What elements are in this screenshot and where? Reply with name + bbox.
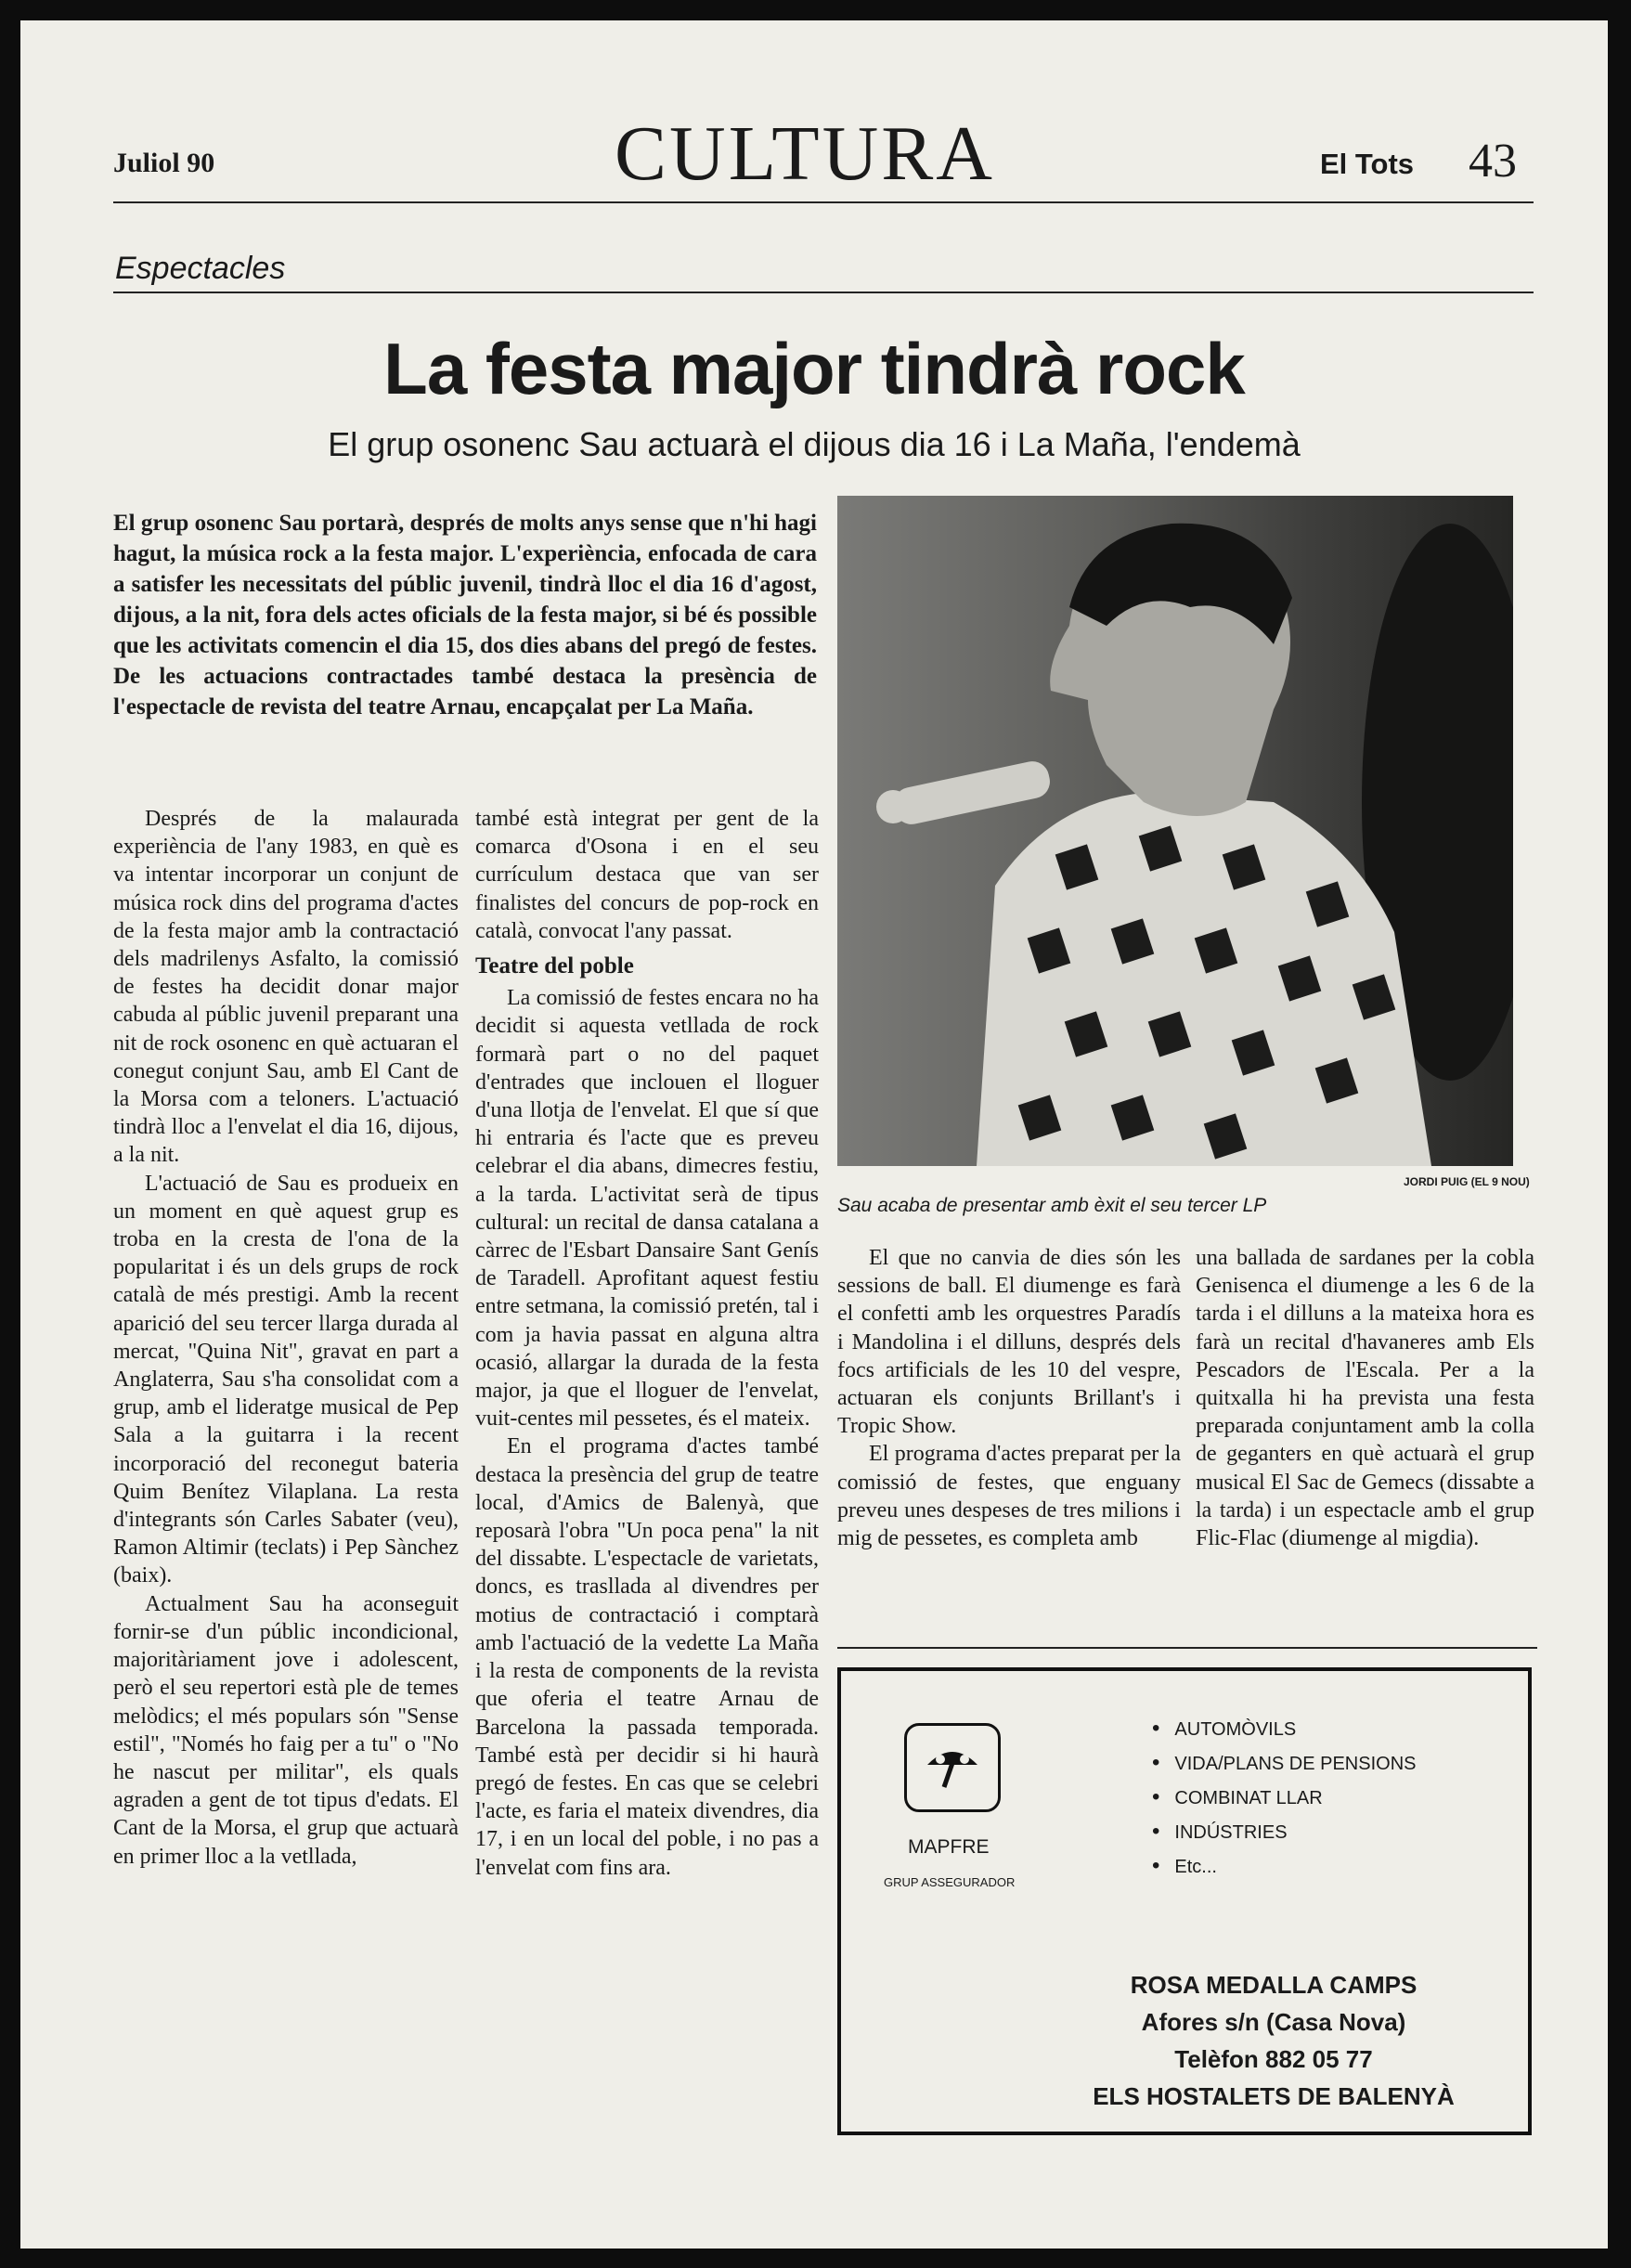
paragraph: En el programa d'actes també destaca la presència del grup de teatre local, d'Amics de Balenyà, que reposarà l'obra "Un poca pena" la nit del dissabte. L'espectacle de varietats, doncs, es trasllada al divendres per motius de contractació i comptarà amb l'actuació de la vedette La Maña i la resta de components de la revista que oferia el teatre Arnau de Barcelona la passada temporada. També està per decidir si hi haurà pregó de festes. En cas que se celebri l'acte, es faria el mateix divendres, dia 17, i en un local del poble, i no pas a l'envelat com fins ara. [475,1434,819,1880]
mapfre-advertisement [837,1667,1532,2135]
page-number: 43 [1469,135,1517,188]
paragraph: El que no canvia de dies són les sessions de ball. El diumenge es farà el confetti amb les orquestres Paradís i Mandolina i el dilluns, després dels focs artificials de les 10 del vespre, actuaran els conjunts Brillant's i Tropic Show. [837,1246,1181,1439]
singer-photo-illustration [837,496,1513,1166]
publication-name: El Tots [1320,148,1415,180]
article-lead: El grup osonenc Sau portarà, després de molts anys sense que n'hi hagi hagut, la música rock a la festa major. L'experiència, enfocada de cara a satisfer les necessitats del públic juvenil, tindrà lloc el dia 16 d'agost, dijous, a la nit, fora dels actes oficials de la festa major, si bé és possible que les activitats comencin el dia 15, dos dies abans del pregó de festes. De les actuacions contractades també destaca la presència de l'espectacle de revista del teatre Arnau, encapçalat per La Maña. [113,511,817,719]
paragraph: Després de la malaurada experiència de l'any 1983, en què es va intentar incorporar un conjunt de música rock dins del programa d'actes de la festa major amb la contractació dels madrilenys Asfalto, la comissió de festes ha decidit donar major cabuda al públic juvenil preparant una nit de rock osonenc en què actuaran el conegut conjunt Sau, amb El Cant de la Morsa com a teloners. L'actuació tindrà lloc a l'envelat el dia 16, dijous, a la nit. [113,807,459,1168]
paragraph: també està integrat per gent de la comarca d'Osona i en el seu currículum destaca que van ser finalistes del concurs de pop-rock en català, convocat l'any passat. [475,807,819,943]
article-column-4 [1196,1244,1534,1552]
paragraph: La comissió de festes encara no ha decidit si aquesta vetllada de rock formarà part o no del paquet d'entrades que inclouen el lloguer d'una llotja de l'envelat. El que sí que hi entraria és l'acte que es preveu celebrar el dia abans, dimecres festiu, a la tarda. L'activitat serà de tipus cultural: un recital de dansa catalana a càrrec de l'Esbart Dansaire Sant Genís de Taradell. Aprofitant aquest festiu entre setmana, la comissió pretén, tal i com ja havia passat en alguna altra ocasió, allargar la durada de la festa major, ja que el lloguer de l'envelat, vuit-centes mil pessetes, és el mateix. [475,986,819,1432]
header-rule [113,201,1534,203]
article-column-3 [837,1244,1181,1552]
subsection-heading: Teatre del poble [475,953,634,979]
ad-separator [837,1647,1537,1649]
agent-town: ELS HOSTALETS DE BALENYÀ [1093,2082,1455,2110]
photo-caption: Sau acaba de presentar amb èxit el seu tercer LP [837,1195,1267,1216]
agent-name: ROSA MEDALLA CAMPS [1130,1971,1417,1999]
mapfre-logo-icon [904,1723,1001,1812]
article-column-1 [113,805,459,1871]
service-item: • Etc... [1152,1849,1416,1884]
paragraph: L'actuació de Sau es produeix en un moment en què aquest grup es troba en la cresta de l'ona de la popularitat i és un dels grups de rock català de més prestigi. Amb la recent aparició del seu tercer llarga durada al mercat, "Quina Nit", gravat en part a Anglaterra, Sau s'ha consolidat com a grup, amb el lideratge musical de Pep Sala a la guitarra i la recent incorporació del reconegut bateria Quim Benítez Vilaplana. La resta d'integrants són Carles Sabater (veu), Ramon Altimir (teclats) i Pep Sànchez (baix). [113,1171,459,1588]
newspaper-page [20,20,1608,2249]
issue-date: Juliol 90 [113,148,215,178]
article-headline: La festa major tindrà rock [383,328,1245,409]
article-subheadline: El grup osonenc Sau actuarà el dijous dia 16 i La Maña, l'endemà [328,425,1301,463]
category-rule [113,292,1534,293]
photo-credit: JORDI PUIG (EL 9 NOU) [1404,1175,1530,1188]
service-item: • AUTOMÒVILS [1152,1712,1416,1746]
paragraph: una ballada de sardanes per la cobla Genisenca el diumenge a les 6 de la tarda i el dilluns a la mateixa hora es farà un recital d'havaneres amb Els Pescadors de l'Escala. Per a la quitxalla hi ha prevista una festa preparada conjuntament amb la colla de geganters en què actuarà el grup musical El Sac de Gemecs (dissabte a la tarda) i un espectacle amb el grup Flic-Flac (diumenge al migdia). [1196,1246,1534,1551]
article-column-2 [475,805,819,1882]
service-item: • INDÚSTRIES [1152,1815,1416,1849]
service-item: • VIDA/PLANS DE PENSIONS [1152,1746,1416,1781]
services-list [1152,1712,1416,1884]
company-name: MAPFRE [908,1836,990,1858]
article-category: Espectacles [115,251,286,286]
paragraph: Actualment Sau ha aconseguit fornir-se d'un públic incondicional, majoritàriament jove i adolescent, però el seu repertori està ple de temes melòdics; el més populars són "Sense estil", "Només ho faig per a tu" o "No he nascut per militar", els quals agraden a gent de tot tipus d'edats. El Cant de la Morsa, el grup que actuarà en primer lloc a la vetllada, [113,1591,459,1869]
agent-contact [1051,1966,1496,2115]
band-photo [837,496,1513,1166]
company-subtitle: GRUP ASSEGURADOR [884,1875,1016,1889]
section-title: CULTURA [615,110,995,197]
service-item: • COMBINAT LLAR [1152,1781,1416,1815]
agent-address: Afores s/n (Casa Nova) [1141,2008,1406,2036]
paragraph: El programa d'actes preparat per la comissió de festes, que enguany preveu unes despeses de tres milions i mig de pessetes, es completa amb [837,1442,1181,1551]
agent-phone: Telèfon 882 05 77 [1174,2045,1373,2073]
